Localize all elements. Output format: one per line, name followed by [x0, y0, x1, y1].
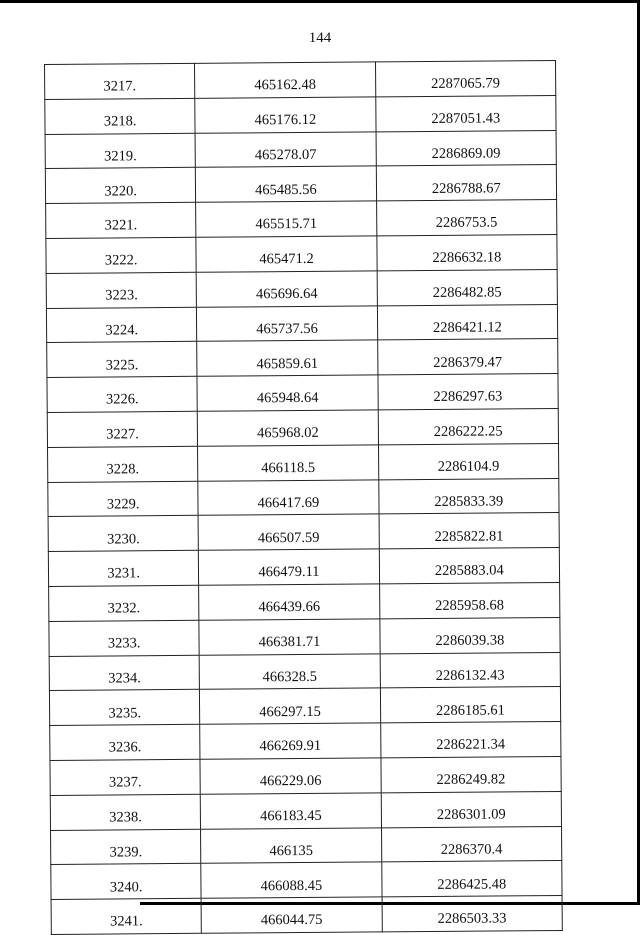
row-number-cell: 3218. [45, 98, 196, 134]
y-coordinate-cell: 2286632.18 [376, 234, 557, 270]
x-coordinate-cell: 465696.64 [196, 271, 377, 307]
x-coordinate-cell: 465278.07 [195, 131, 376, 167]
x-coordinate-cell: 466417.69 [198, 479, 379, 515]
row-number-cell: 3220. [45, 168, 196, 204]
x-coordinate-cell: 466088.45 [201, 862, 382, 898]
coordinates-table-body [45, 60, 563, 934]
y-coordinate-cell: 2286132.43 [380, 652, 561, 688]
row-number-cell: 3224. [46, 307, 197, 343]
y-coordinate-cell: 2286104.9 [378, 443, 559, 479]
row-number-cell: 3234. [49, 655, 200, 691]
x-coordinate-cell: 465471.2 [196, 236, 377, 272]
row-number-cell: 3241. [51, 898, 202, 934]
row-number-cell: 3232. [49, 585, 200, 621]
y-coordinate-cell: 2286297.63 [378, 374, 559, 410]
table-row [46, 304, 557, 343]
row-number-cell: 3222. [46, 237, 197, 273]
table-row [47, 374, 558, 413]
table-row [51, 826, 562, 865]
y-coordinate-cell: 2286185.61 [380, 687, 561, 723]
y-coordinate-cell: 2286249.82 [381, 756, 562, 792]
x-coordinate-cell: 466328.5 [199, 653, 380, 689]
y-coordinate-cell: 2286222.25 [378, 408, 559, 444]
x-coordinate-cell: 466479.11 [199, 549, 380, 585]
x-coordinate-cell: 465948.64 [197, 375, 378, 411]
y-coordinate-cell: 2285958.68 [379, 582, 560, 618]
x-coordinate-cell: 465162.48 [195, 62, 376, 98]
table-row [46, 234, 557, 273]
x-coordinate-cell: 466507.59 [198, 514, 379, 550]
row-number-cell: 3225. [47, 342, 198, 378]
y-coordinate-cell: 2286482.85 [377, 269, 558, 305]
row-number-cell: 3231. [48, 550, 199, 586]
row-number-cell: 3236. [50, 724, 201, 760]
table-row [46, 200, 557, 239]
row-number-cell: 3240. [51, 864, 202, 900]
table-row [51, 896, 562, 935]
x-coordinate-cell: 466118.5 [198, 445, 379, 481]
row-number-cell: 3237. [50, 759, 201, 795]
row-number-cell: 3230. [48, 516, 199, 552]
y-coordinate-cell: 2287065.79 [375, 60, 556, 96]
x-coordinate-cell: 466439.66 [199, 584, 380, 620]
row-number-cell: 3229. [48, 481, 199, 517]
scan-top-border [0, 0, 640, 3]
table-row [46, 269, 557, 308]
table-row [48, 548, 559, 587]
table-row [49, 582, 560, 621]
y-coordinate-cell: 2286788.67 [376, 165, 557, 201]
y-coordinate-cell: 2286425.48 [381, 861, 562, 897]
table-row [48, 513, 559, 552]
y-coordinate-cell: 2285883.04 [379, 548, 560, 584]
y-coordinate-cell: 2286503.33 [382, 896, 563, 932]
row-number-cell: 3217. [45, 63, 196, 99]
page-number: 144 [308, 30, 332, 46]
row-number-cell: 3238. [50, 794, 201, 830]
y-coordinate-cell: 2286869.09 [376, 130, 557, 166]
table-row [47, 339, 558, 378]
y-coordinate-cell: 2286301.09 [381, 791, 562, 827]
row-number-cell: 3235. [49, 690, 200, 726]
y-coordinate-cell: 2285822.81 [379, 513, 560, 549]
x-coordinate-cell: 465859.61 [197, 340, 378, 376]
row-number-cell: 3228. [48, 446, 199, 482]
table-row [45, 95, 556, 134]
y-coordinate-cell: 2286370.4 [381, 826, 562, 862]
y-coordinate-cell: 2286421.12 [377, 304, 558, 340]
table-row [49, 652, 560, 691]
table-row [45, 60, 556, 99]
table-row [47, 408, 558, 447]
x-coordinate-cell: 466183.45 [201, 793, 382, 829]
table-row [48, 443, 559, 482]
table-row [45, 130, 556, 169]
row-number-cell: 3227. [47, 411, 198, 447]
x-coordinate-cell: 466381.71 [199, 619, 380, 655]
x-coordinate-cell: 465176.12 [195, 97, 376, 133]
x-coordinate-cell: 466044.75 [201, 897, 382, 933]
table-row [50, 722, 561, 761]
x-coordinate-cell: 465485.56 [196, 166, 377, 202]
row-number-cell: 3226. [47, 376, 198, 412]
table-row [49, 617, 560, 656]
row-number-cell: 3239. [51, 829, 202, 865]
table-row [51, 861, 562, 900]
y-coordinate-cell: 2286379.47 [377, 339, 558, 375]
y-coordinate-cell: 2287051.43 [375, 95, 556, 131]
row-number-cell: 3219. [45, 133, 196, 169]
row-number-cell: 3221. [46, 202, 197, 238]
table-row [45, 165, 556, 204]
table-row [50, 756, 561, 795]
x-coordinate-cell: 465737.56 [197, 305, 378, 341]
row-number-cell: 3223. [46, 272, 197, 308]
x-coordinate-cell: 466297.15 [200, 688, 381, 724]
table-row [50, 791, 561, 830]
row-number-cell: 3233. [49, 620, 200, 656]
x-coordinate-cell: 465515.71 [196, 201, 377, 237]
x-coordinate-cell: 466229.06 [200, 758, 381, 794]
y-coordinate-cell: 2286039.38 [379, 617, 560, 653]
table-row [48, 478, 559, 517]
coordinates-table [44, 60, 563, 935]
x-coordinate-cell: 466135 [201, 827, 382, 863]
table-row [49, 687, 560, 726]
y-coordinate-cell: 2286753.5 [376, 200, 557, 236]
x-coordinate-cell: 466269.91 [200, 723, 381, 759]
y-coordinate-cell: 2286221.34 [380, 722, 561, 758]
y-coordinate-cell: 2285833.39 [378, 478, 559, 514]
x-coordinate-cell: 465968.02 [198, 410, 379, 446]
